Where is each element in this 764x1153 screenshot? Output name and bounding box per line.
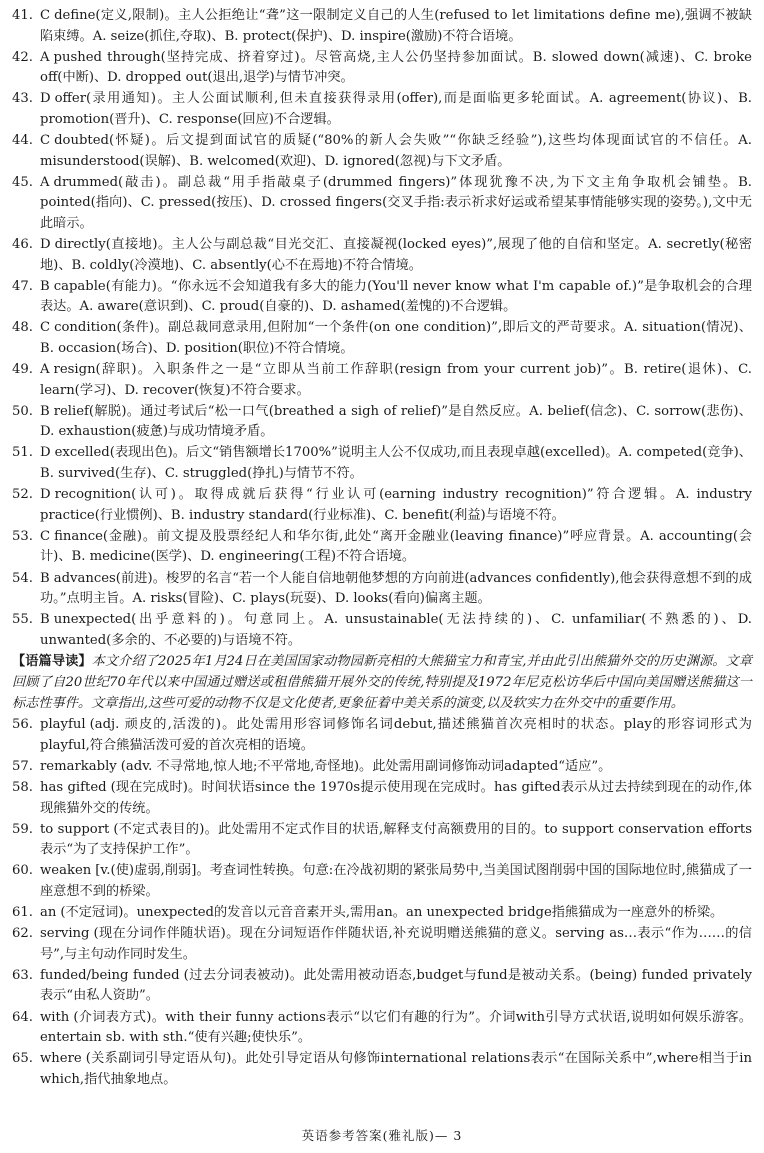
answer-key: A <box>40 174 50 190</box>
answer-key: B <box>40 570 50 586</box>
cloze-answers-section <box>12 6 752 651</box>
question-number: 44. <box>12 133 33 149</box>
answer-key: A <box>40 362 50 378</box>
answer-item <box>12 485 752 526</box>
question-number: 53. <box>12 528 33 544</box>
question-number: 62. <box>12 926 33 942</box>
answer-item <box>12 715 752 756</box>
answer-item <box>12 235 752 276</box>
question-number: 47. <box>12 278 33 294</box>
question-number: 65. <box>12 1051 33 1067</box>
answer-explanation: recognition(认可)。取得成就后获得“行业认可(earning industry recognition)”符合逻辑。A. industry practice(行业惯例)、B. industry standard(行业标准)、C. benefit(利益)与语境不符。 <box>40 487 752 523</box>
answer-key: D <box>40 237 51 253</box>
answer-item <box>12 402 752 443</box>
answer-key: funded/being funded <box>40 967 180 983</box>
question-number: 48. <box>12 320 33 336</box>
answer-item <box>12 861 752 902</box>
answer-key: weaken <box>40 863 92 879</box>
answer-key: where <box>40 1051 82 1067</box>
answer-item <box>12 318 752 359</box>
question-number: 59. <box>12 821 33 837</box>
answer-explanation: pushed through(坚持完成、挤着穿过)。尽管高烧,主人公仍坚持参加面试。B. slowed down(减速)、C. broke off(中断)、D. dropped out(退出,退学)与情节冲突。 <box>40 49 752 86</box>
answer-key: C <box>40 8 51 23</box>
answer-explanation: (adj. 顽皮的,活泼的)。此处需用形容词修饰名词debut,描述熊猫首次亮相时的状态。play的形容词形式为playful,符合熊猫活泼可爱的首次亮相的语境。 <box>40 717 752 753</box>
question-number: 64. <box>12 1009 33 1025</box>
answer-item <box>12 610 752 651</box>
answer-item <box>12 89 752 130</box>
answer-key: to support <box>40 821 110 837</box>
question-number: 56. <box>12 717 33 733</box>
question-number: 42. <box>12 49 33 65</box>
answer-explanation: (过去分词表被动)。此处需用被动语态,budget与fund是被动关系。(being) funded privately表示“由私人资助”。 <box>40 967 752 1004</box>
answer-key: B <box>40 403 50 419</box>
question-number: 46. <box>12 237 33 253</box>
answer-content <box>12 6 752 1091</box>
answer-item <box>12 131 752 172</box>
answer-item <box>12 1049 752 1090</box>
answer-item <box>12 277 752 318</box>
answer-key: an <box>40 905 57 921</box>
answer-explanation: doubted(怀疑)。后文提到面试官的质疑(“80%的新人会失败”“你缺乏经验”),这些均体现面试官的不信任。A. misunderstood(误解)、B. welcomed(欢迎)、D. ignored(忽视)与下文矛盾。 <box>40 133 752 169</box>
answer-key: D <box>40 91 51 107</box>
answer-explanation: drummed(敲击)。副总裁“用手指敲桌子(drummed fingers)”体现犹豫不决,为下文主角争取机会铺垫。B. pointed(指向)、C. pressed(按压)、D. crossed fingers(交叉手指:表示祈求好运或希望某事情能够实现的姿势。),文中无此暗示。 <box>40 174 752 231</box>
answer-key: C <box>40 320 51 336</box>
answer-item <box>12 443 752 484</box>
answer-explanation: offer(录用通知)。主人公面试顺利,但未直接获得录用(offer),而是面临更多轮面试。A. agreement(协议)、B. promotion(晋升)、C. response(回应)不合逻辑。 <box>40 91 752 127</box>
answer-item <box>12 903 752 924</box>
answer-item <box>12 1008 752 1049</box>
answer-item <box>12 360 752 401</box>
answer-explanation: define(定义,限制)。主人公拒绝让“聋”这一限制定义自己的人生(refused to let limitations define me),强调不被缺陷束缚。A. seize(抓住,夺取)、B. protect(保护)、D. inspire(激励)不符合语境。 <box>40 8 752 44</box>
question-number: 51. <box>12 445 33 461</box>
question-number: 50. <box>12 403 33 419</box>
answer-key: playful <box>40 717 86 733</box>
answer-item <box>12 757 752 778</box>
answer-explanation: (介词表方式)。with their funny actions表示“以它们有趣的行为”。介词with引导方式状语,说明如何娱乐游客。entertain sb. with sth.“使有兴趣;使快乐”。 <box>40 1009 752 1046</box>
answer-key: serving <box>40 926 90 942</box>
answer-explanation: relief(解脱)。通过考试后“松一口气(breathed a sigh of relief)”是自然反应。A. belief(信念)、C. sorrow(悲伤)、D. exhaustion(疲惫)与成功情境矛盾。 <box>40 403 752 440</box>
question-number: 60. <box>12 863 33 879</box>
answer-explanation: advances(前进)。梭罗的名言“若一个人能自信地朝他梦想的方向前进(advances confidently),他会获得意想不到的成功。”点明主旨。A. risks(冒险)、C. plays(玩耍)、D. looks(看向)偏离主题。 <box>40 570 752 607</box>
answer-item <box>12 173 752 235</box>
answer-explanation: unexpected(出乎意料的)。句意同上。A. unsustainable(无法持续的)、C. unfamiliar(不熟悉的)、D. unwanted(多余的、不必要的)与语境不符。 <box>40 612 752 648</box>
answer-item <box>12 924 752 965</box>
question-number: 55. <box>12 612 33 628</box>
answer-item <box>12 527 752 568</box>
question-number: 63. <box>12 967 33 983</box>
question-number: 61. <box>12 905 33 921</box>
answer-explanation: (现在分词作伴随状语)。现在分词短语作伴随状语,补充说明赠送熊猫的意义。serving as…表示“作为……的信号”,与主句动作同时发生。 <box>40 926 752 962</box>
passage-guide <box>12 652 752 714</box>
answer-item <box>12 48 752 89</box>
page-footer: 英语参考答案(雅礼版)— 3 <box>301 1128 463 1143</box>
answer-explanation: condition(条件)。副总裁同意录用,但附加“一个条件(on one condition)”,即后文的严苛要求。A. situation(情况)、B. occasion(场合)、D. position(职位)不符合情境。 <box>40 320 752 356</box>
answer-explanation: excelled(表现出色)。后文“销售额增长1700%”说明主人公不仅成功,而且表现卓越(excelled)。A. competed(竞争)、B. survived(生存)、C. struggled(挣扎)与情节不符。 <box>40 445 752 482</box>
question-number: 49. <box>12 362 33 378</box>
answer-key: with <box>40 1009 70 1025</box>
answer-key: C <box>40 528 51 544</box>
answer-key: B <box>40 278 50 294</box>
answer-explanation: (不定冠词)。unexpected的发音以元音音素开头,需用an。an unexpected bridge指熊猫成为一座意外的桥梁。 <box>60 905 724 921</box>
answer-explanation: (不定式表目的)。此处需用不定式作目的状语,解释支付高额费用的目的。to support conservation efforts表示“为了支持保护工作”。 <box>40 821 752 858</box>
question-number: 52. <box>12 487 33 503</box>
answer-explanation: [v.(使)虚弱,削弱]。考查词性转换。句意:在冷战初期的紧张局势中,当美国试图削弱中国的国际地位时,熊猫成了一座意想不到的桥梁。 <box>40 863 752 899</box>
answer-key: B <box>40 612 50 628</box>
answer-key: has gifted <box>40 779 107 795</box>
passage-guide-text: 本文介绍了2025年1月24日在美国国家动物园新亮相的大熊猫宝力和青宝,并由此引出熊猫外交的历史渊源。文章回顾了自20世纪70年代以来中国通过赠送或租借熊猫开展外交的传统,特别提及1972年尼克松访华后中国向美国赠送熊猫这一标志性事件。文章指出,这些可爱的动物不仅是文化使者,更象征着中美关系的演变,以及软实力在外交中的重要作用。 <box>12 654 753 711</box>
answer-item <box>12 6 752 47</box>
answer-key: C <box>40 133 51 149</box>
answer-item <box>12 569 752 610</box>
question-number: 41. <box>12 8 33 23</box>
grammar-fill-answers-section <box>12 715 752 1090</box>
question-number: 57. <box>12 758 33 774</box>
answer-key: A <box>40 49 50 65</box>
answer-item <box>12 820 752 861</box>
passage-guide-tag: 【语篇导读】 <box>12 654 92 670</box>
answer-key: D <box>40 445 51 461</box>
question-number: 58. <box>12 779 33 795</box>
answer-explanation: finance(金融)。前文提及股票经纪人和华尔街,此处“离开金融业(leaving finance)”呼应背景。A. accounting(会计)、B. medicine(医学)、D. engineering(工程)不符合语境。 <box>40 528 752 565</box>
answer-explanation: directly(直接地)。主人公与副总裁“目光交汇、直接凝视(locked eyes)”,展现了他的自信和坚定。A. secretly(秘密地)、B. coldly(冷漠地)、C. absently(心不在焉地)不符合情境。 <box>40 237 752 273</box>
answer-item <box>12 966 752 1007</box>
answer-explanation: (现在完成时)。时间状语since the 1970s提示使用现在完成时。has gifted表示从过去持续到现在的动作,体现熊猫外交的传统。 <box>40 779 752 816</box>
answer-explanation: resign(辞职)。入职条件之一是“立即从当前工作辞职(resign from your current job)”。B. retire(退休)、C. learn(学习)、D. recover(恢复)不符合要求。 <box>40 362 752 398</box>
answer-explanation: (关系副词引导定语从句)。此处引导定语从句修饰international relations表示“在国际关系中”,where相当于in which,指代抽象地点。 <box>40 1051 752 1087</box>
answer-explanation: capable(有能力)。“你永远不会知道我有多大的能力(You'll never know what I'm capable of.)”是争取机会的合理表达。A. aware(意识到)、C. proud(自豪的)、D. ashamed(羞愧的)不合逻辑。 <box>40 278 752 315</box>
answer-item <box>12 778 752 819</box>
question-number: 45. <box>12 174 33 190</box>
question-number: 54. <box>12 570 33 586</box>
answer-key: remarkably <box>40 758 117 774</box>
answer-explanation: (adv. 不寻常地,惊人地;不平常地,奇怪地)。此处需用副词修饰动词adapted“适应”。 <box>120 758 612 774</box>
answer-key: D <box>40 487 51 503</box>
question-number: 43. <box>12 91 33 107</box>
